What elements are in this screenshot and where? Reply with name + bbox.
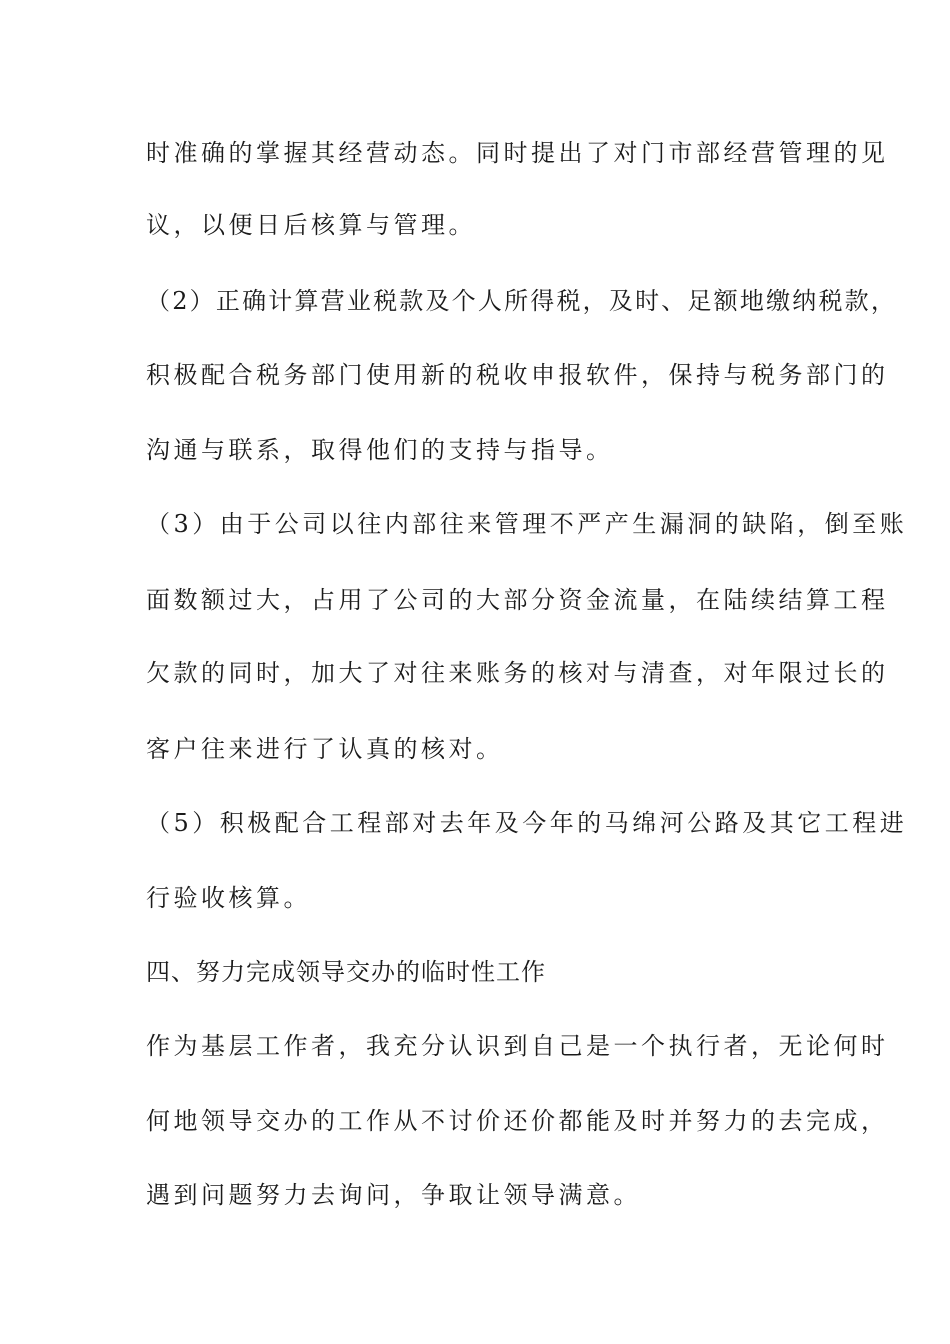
text-line: 面数额过大，占用了公司的大部分资金流量，在陆续结算工程 (146, 586, 889, 614)
text-line: 遇到问题努力去询问，争取让领导满意。 (146, 1181, 641, 1209)
text-line: 积极配合税务部门使用新的税收申报软件，保持与税务部门的 (146, 361, 889, 389)
text-line: 客户往来进行了认真的核对。 (146, 735, 504, 763)
paragraph-2-line: （2）正确计算营业税款及个人所得税，及时、足额地缴纳税款， (146, 287, 898, 315)
paragraph-5-line: （5）积极配合工程部对去年及今年的马绵河公路及其它工程进 (146, 809, 908, 837)
text-line: 沟通与联系，取得他们的支持与指导。 (146, 436, 614, 464)
text-line: 作为基层工作者，我充分认识到自己是一个执行者，无论何时 (146, 1032, 889, 1060)
text-line: 欠款的同时，加大了对往来账务的核对与清查，对年限过长的 (146, 659, 889, 687)
section-heading: 四、努力完成领导交办的临时性工作 (146, 958, 546, 986)
text-line: 何地领导交办的工作从不讨价还价都能及时并努力的去完成， (146, 1107, 889, 1135)
paragraph-3-line: （3）由于公司以往内部往来管理不严产生漏洞的缺陷，倒至账 (146, 510, 908, 538)
text-line: 时准确的掌握其经营动态。同时提出了对门市部经营管理的见 (146, 139, 889, 167)
text-line: 行验收核算。 (146, 884, 311, 912)
text-line: 议，以便日后核算与管理。 (146, 211, 476, 239)
